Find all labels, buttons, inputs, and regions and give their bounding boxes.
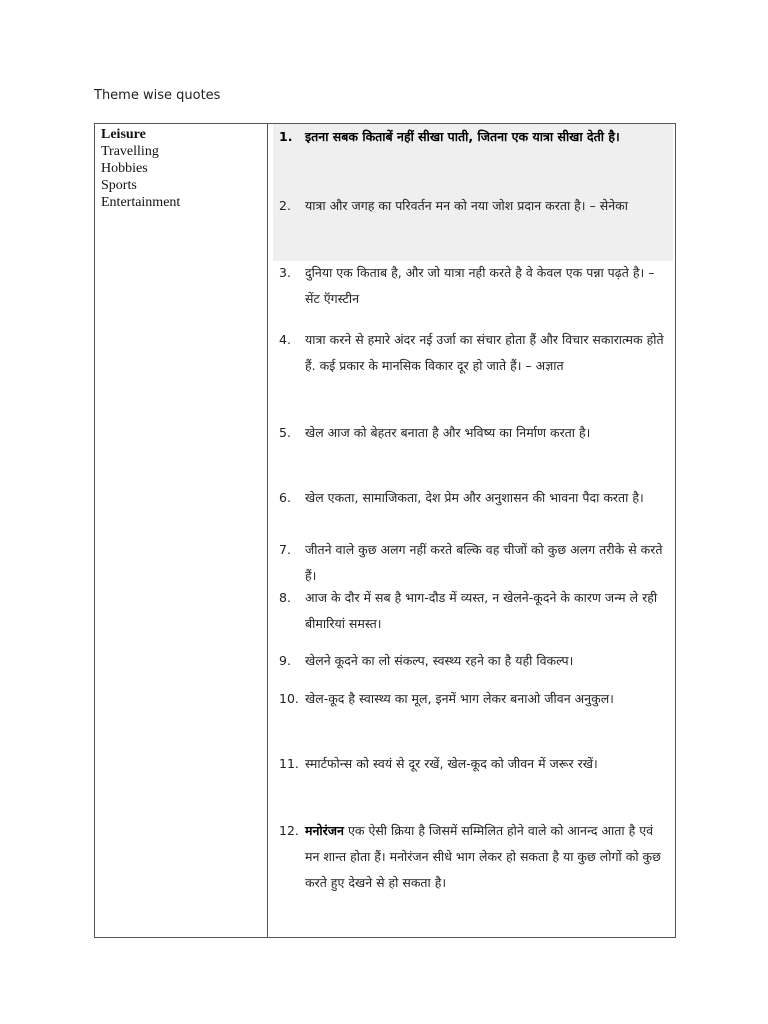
theme-cell — [95, 124, 268, 937]
quotes-cell — [269, 124, 675, 937]
quote-number: 7. — [279, 542, 291, 557]
quote-item — [279, 686, 671, 712]
theme-item-sports: Sports — [101, 178, 137, 193]
quote-number: 3. — [279, 265, 291, 280]
quote-number: 9. — [279, 653, 291, 668]
quote-text: इतना सबक किताबें नहीं सीखा पाती, जितना एक यात्रा सीखा देती है। — [305, 129, 620, 144]
theme-item-hobbies: Hobbies — [101, 161, 148, 176]
quote-number: 5. — [279, 425, 291, 440]
quote-number: 4. — [279, 332, 291, 347]
quote-item — [279, 485, 671, 511]
quote-text: स्मार्टफोन्स को स्वयं से दूर रखें, खेल-कूद को जीवन में जरूर रखें। — [305, 756, 598, 771]
quote-item — [279, 193, 671, 219]
quote-text: आज के दौर में सब है भाग-दौड में व्यस्त, न खेलने-कूदने के कारण जन्म ले रही बीमारियां समस्त। — [305, 590, 658, 631]
theme-item-entertainment: Entertainment — [101, 195, 181, 210]
quote-text: खेलने कूदने का लो संकल्प, स्वस्थ्य रहने का है यही विकल्प। — [305, 653, 574, 668]
quote-item — [279, 751, 671, 777]
quote-text: खेल एकता, सामाजिकता, देश प्रेम और अनुशासन की भावना पैदा करता है। — [305, 490, 644, 505]
quote-number: 2. — [279, 198, 291, 213]
quote-lead-word: मनोरंजन — [305, 823, 344, 838]
quote-number: 8. — [279, 590, 291, 605]
quote-number: 12. — [279, 823, 299, 838]
quote-text: दुनिया एक किताब है, और जो यात्रा नही करते है वे केवल एक पन्ना पढ़ते है। – सेंट ऍगस्टीन — [305, 265, 655, 306]
quote-text: खेल-कूद है स्वास्थ्य का मूल, इनमें भाग लेकर बनाओ जीवन अनुकुल। — [305, 691, 614, 706]
quote-item — [279, 537, 671, 589]
quote-number: 1. — [279, 129, 293, 144]
quote-number: 6. — [279, 490, 291, 505]
theme-heading: Leisure — [101, 127, 146, 142]
quote-item — [279, 648, 671, 674]
quote-text: जीतने वाले कुछ अलग नहीं करते बल्कि वह चीजों को कुछ अलग तरीके से करते हैं। — [305, 542, 663, 583]
quote-text-rest: एक ऐसी क्रिया है जिसमें सम्मिलित होने वाले को आनन्द आता है एवं मन शान्त होता हैं। मनोरंजन सीधे भाग लेकर हो सकता है या कुछ लोगों को कुछ करते हुए देखने से हो सकता है। — [305, 823, 661, 890]
quote-text: खेल आज को बेहतर बनाता है और भविष्य का निर्माण करता है। — [305, 425, 591, 440]
quote-text: यात्रा करने से हमारे अंदर नई उर्जा का संचार होता हैं और विचार सकारात्मक होते हैं. कई प्रकार के मानसिक विकार दूर हो जाते हैं। – अज्ञात — [305, 332, 664, 373]
quote-item — [279, 818, 671, 896]
theme-item-travelling: Travelling — [101, 144, 159, 159]
quote-number: 10. — [279, 691, 299, 706]
quotes-table — [94, 123, 676, 938]
quote-item — [279, 124, 671, 150]
quote-item — [279, 327, 671, 379]
quote-text — [305, 818, 671, 896]
quote-text: यात्रा और जगह का परिवर्तन मन को नया जोश प्रदान करता है। – सेनेका — [305, 198, 628, 213]
document-title: Theme wise quotes — [94, 88, 221, 103]
quote-item — [279, 260, 671, 312]
quote-item — [279, 420, 671, 446]
quote-item — [279, 585, 671, 637]
quote-number: 11. — [279, 756, 299, 771]
